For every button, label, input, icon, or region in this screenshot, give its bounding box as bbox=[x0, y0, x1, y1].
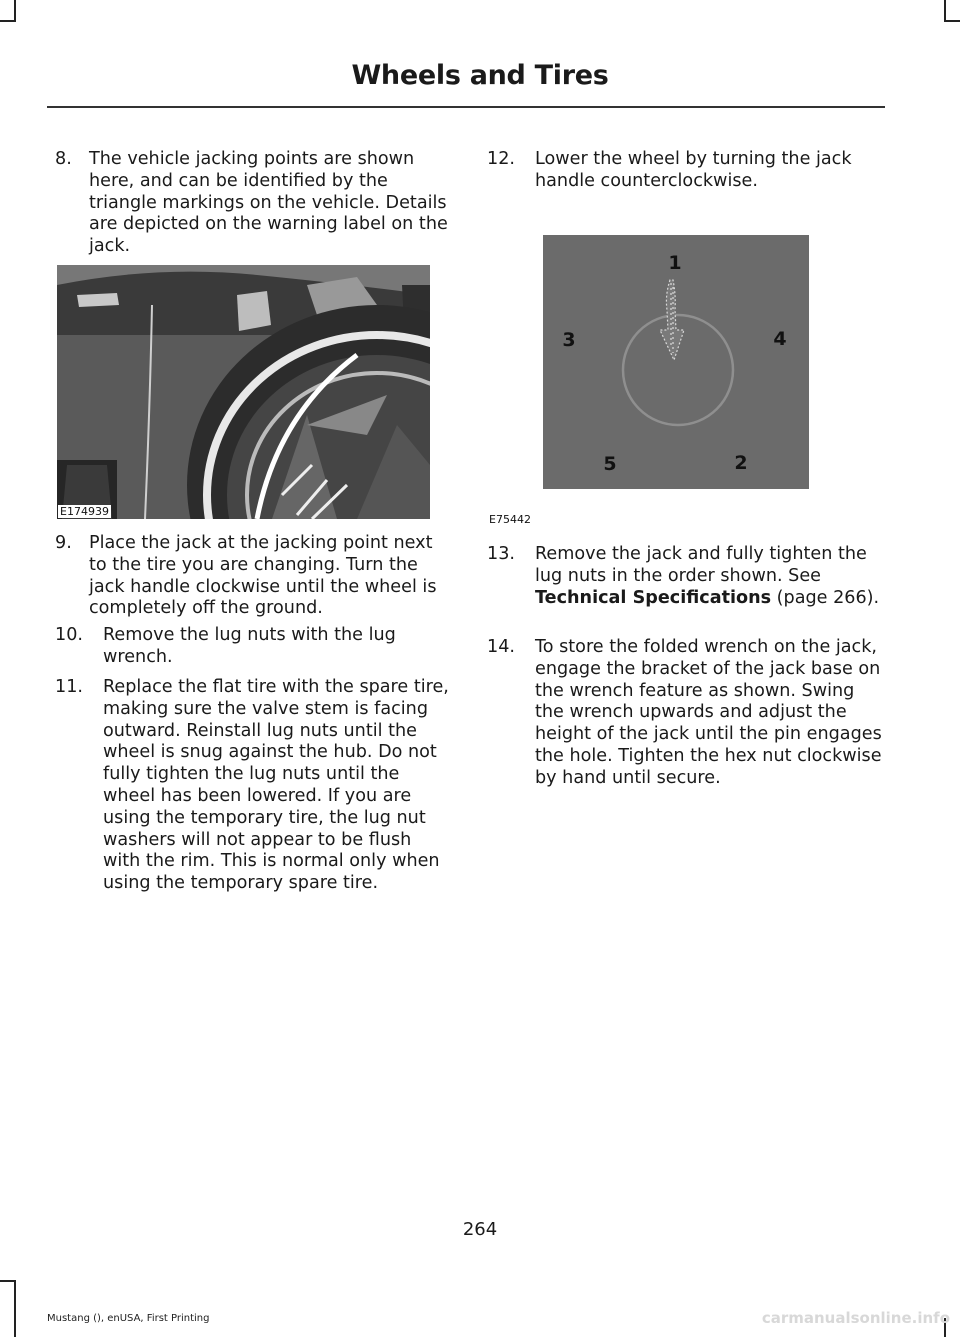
footer-note: Mustang (), enUSA, First Printing bbox=[47, 1313, 210, 1324]
step-9 bbox=[55, 533, 450, 620]
step-text: Replace the flat tire with the spare tire, making sure the valve stem is facing outward. Reinstall lug nuts until the wheel is snug against the hub. Do not fully tighten the lug nuts until the wheel has been lowered. If you are using the temporary tire, the lug nut washers will not appear to be flush with the rim. This is normal only when using the temporary spare tire. bbox=[103, 677, 449, 894]
figure-code: E174939 bbox=[60, 505, 109, 518]
step-number: 13. bbox=[487, 544, 515, 564]
lug-nut-order-figure bbox=[487, 235, 810, 530]
step-text: The vehicle jacking points are shown here, and can be identified by the triangle markings on the vehicle. Details are depicted on the warning label on the jack. bbox=[89, 149, 448, 257]
lug-order-label-3: 3 bbox=[562, 329, 576, 351]
lug-order-label-2: 2 bbox=[734, 452, 748, 474]
header-divider bbox=[47, 106, 885, 108]
crop-mark bbox=[14, 1280, 16, 1337]
step-text: Remove the lug nuts with the lug wrench. bbox=[103, 625, 396, 667]
crop-mark bbox=[0, 1280, 16, 1282]
crop-mark bbox=[14, 0, 16, 22]
jacking-point-figure bbox=[57, 265, 430, 519]
crop-mark bbox=[944, 20, 960, 22]
jacking-point-illustration bbox=[57, 265, 430, 519]
step-number: 11. bbox=[55, 677, 83, 697]
lug-order-label-4: 4 bbox=[773, 328, 787, 350]
step-14 bbox=[487, 637, 882, 790]
step-text: Lower the wheel by turning the jack handle counterclockwise. bbox=[535, 149, 852, 191]
step-11 bbox=[55, 677, 450, 895]
step-12 bbox=[487, 149, 882, 193]
watermark: carmanualsonline.info bbox=[761, 1309, 950, 1327]
step-10 bbox=[55, 625, 450, 669]
figure-code: E75442 bbox=[489, 513, 531, 526]
crop-mark bbox=[944, 0, 946, 22]
lug-order-label-5: 5 bbox=[603, 453, 617, 475]
step-text: Place the jack at the jacking point next to the tire you are changing. Turn the jack handle clockwise until the wheel is completely off the ground. bbox=[89, 533, 437, 619]
step-number: 10. bbox=[55, 625, 83, 645]
step-number: 14. bbox=[487, 637, 515, 657]
step-text-tail: (page 266). bbox=[771, 587, 880, 608]
step-number: 8. bbox=[55, 149, 72, 169]
lug-nut-order-illustration bbox=[487, 235, 810, 505]
step-text: To store the folded wrench on the jack, engage the bracket of the jack base on the wrench feature as shown. Swing the wrench upwards and adjust the height of the jack until the pin engages the hole. Tighten the hex nut clockwise by hand until secure. bbox=[535, 637, 882, 788]
step-number: 9. bbox=[55, 533, 72, 553]
page-number: 264 bbox=[462, 1219, 498, 1240]
step-8 bbox=[55, 149, 450, 258]
crop-mark bbox=[0, 20, 16, 22]
page-title: Wheels and Tires bbox=[351, 60, 609, 91]
step-13 bbox=[487, 544, 882, 609]
step-text bbox=[535, 544, 882, 609]
lug-order-label-1: 1 bbox=[668, 252, 682, 274]
technical-specifications-link[interactable]: Technical Specifications bbox=[535, 587, 772, 608]
step-text-lead: Remove the jack and fully tighten the lug nuts in the order shown. See bbox=[535, 544, 867, 586]
step-number: 12. bbox=[487, 149, 515, 169]
